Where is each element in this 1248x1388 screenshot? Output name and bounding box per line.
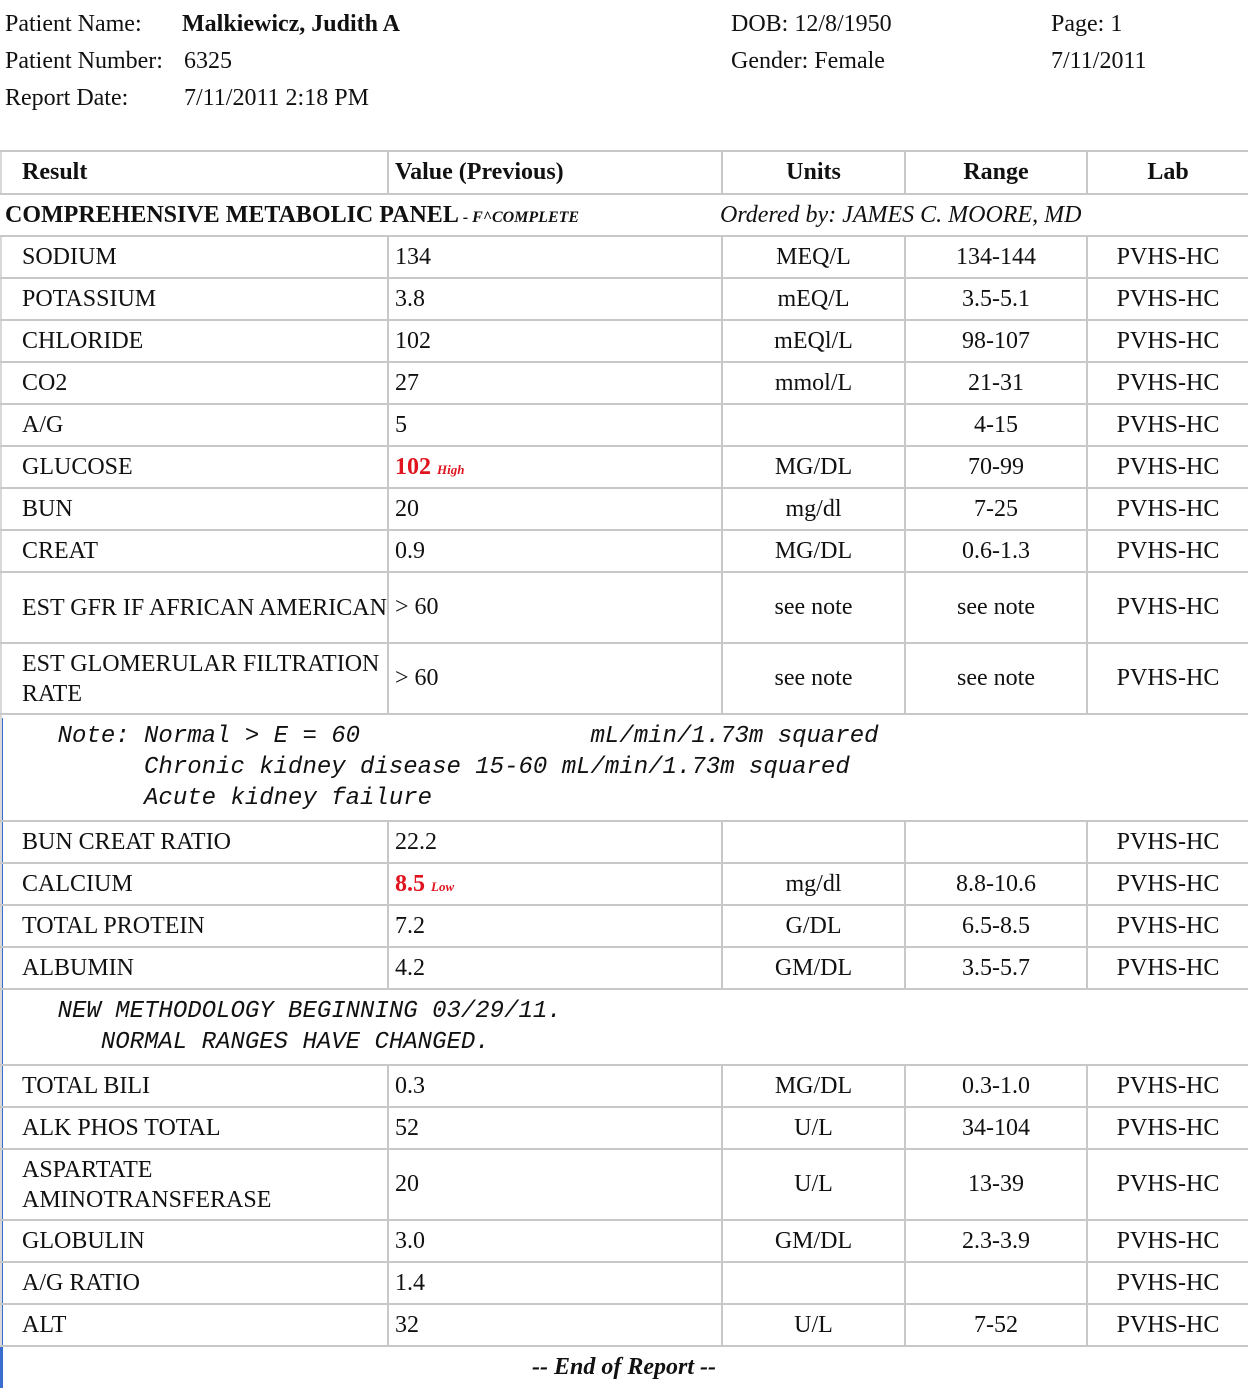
col-result: Result [0, 151, 388, 194]
value-text: 8.5 [395, 870, 425, 897]
results-table [0, 150, 1248, 1347]
result-name: GLOBULIN [0, 1220, 388, 1262]
result-name: EST GLOMERULAR FILTRATION RATE [0, 643, 388, 714]
result-range: 0.3-1.0 [905, 1065, 1087, 1107]
table-row [0, 643, 1248, 714]
result-value [388, 1304, 722, 1346]
report-date-label: Report Date: [5, 85, 129, 111]
result-lab: PVHS-HC [1087, 821, 1248, 863]
result-value [388, 320, 722, 362]
result-lab: PVHS-HC [1087, 278, 1248, 320]
table-row [0, 905, 1248, 947]
result-name: CALCIUM [0, 863, 388, 905]
report-header [0, 0, 1248, 150]
table-row [0, 572, 1248, 643]
result-range: 3.5-5.1 [905, 278, 1087, 320]
result-value [388, 1262, 722, 1304]
result-range: 6.5-8.5 [905, 905, 1087, 947]
value-text: 52 [395, 1114, 419, 1141]
value-text: 27 [395, 369, 419, 396]
value-text: 102 [395, 327, 431, 354]
result-value [388, 530, 722, 572]
result-lab: PVHS-HC [1087, 863, 1248, 905]
result-name: GLUCOSE [0, 446, 388, 488]
value-text: 102 [395, 453, 431, 480]
result-value [388, 362, 722, 404]
result-units [722, 1262, 905, 1304]
result-lab: PVHS-HC [1087, 643, 1248, 714]
value-text: 3.8 [395, 285, 425, 312]
result-lab: PVHS-HC [1087, 1262, 1248, 1304]
table-row [0, 1065, 1248, 1107]
result-value [388, 905, 722, 947]
result-name: A/G RATIO [0, 1262, 388, 1304]
result-name: TOTAL PROTEIN [0, 905, 388, 947]
result-units: GM/DL [722, 947, 905, 989]
result-range: 2.3-3.9 [905, 1220, 1087, 1262]
table-row [0, 446, 1248, 488]
result-name: BUN [0, 488, 388, 530]
result-name: SODIUM [0, 236, 388, 278]
result-lab: PVHS-HC [1087, 572, 1248, 643]
value-text: 3.0 [395, 1227, 425, 1254]
result-lab: PVHS-HC [1087, 1149, 1248, 1220]
col-units: Units [722, 151, 905, 194]
result-range: 98-107 [905, 320, 1087, 362]
result-lab: PVHS-HC [1087, 404, 1248, 446]
table-row [0, 1262, 1248, 1304]
dob: DOB: 12/8/1950 [731, 11, 892, 37]
result-range [905, 1262, 1087, 1304]
result-range: 34-104 [905, 1107, 1087, 1149]
result-range: 134-144 [905, 236, 1087, 278]
result-lab: PVHS-HC [1087, 1107, 1248, 1149]
result-value [388, 236, 722, 278]
gfr-note-text: Note: Normal > E = 60 mL/min/1.73m squared Chronic kidney disease 15-60 mL/min/1.73m squared Acute kidney failure [0, 714, 1248, 821]
result-units: see note [722, 643, 905, 714]
methodology-note [0, 989, 1248, 1065]
result-lab: PVHS-HC [1087, 362, 1248, 404]
result-lab: PVHS-HC [1087, 488, 1248, 530]
result-lab: PVHS-HC [1087, 236, 1248, 278]
result-value [388, 404, 722, 446]
methodology-note-text: NEW METHODOLOGY BEGINNING 03/29/11. NORMAL RANGES HAVE CHANGED. [0, 989, 1248, 1065]
result-value [388, 1107, 722, 1149]
result-name: BUN CREAT RATIO [0, 821, 388, 863]
result-units [722, 821, 905, 863]
result-units: MG/DL [722, 530, 905, 572]
value-text: 1.4 [395, 1269, 425, 1296]
result-name: CREAT [0, 530, 388, 572]
value-text: 0.9 [395, 537, 425, 564]
col-lab: Lab [1087, 151, 1248, 194]
result-lab: PVHS-HC [1087, 530, 1248, 572]
column-header-row [0, 151, 1248, 194]
value-text: 20 [395, 495, 419, 522]
table-row [0, 320, 1248, 362]
table-row [0, 947, 1248, 989]
result-name: ALBUMIN [0, 947, 388, 989]
result-units: U/L [722, 1107, 905, 1149]
table-row [0, 488, 1248, 530]
patient-number: 6325 [184, 48, 232, 74]
result-units: MEQ/L [722, 236, 905, 278]
result-units: MG/DL [722, 446, 905, 488]
result-range: 70-99 [905, 446, 1087, 488]
value-text: 0.3 [395, 1072, 425, 1099]
result-lab: PVHS-HC [1087, 947, 1248, 989]
table-row [0, 1304, 1248, 1346]
result-lab: PVHS-HC [1087, 1220, 1248, 1262]
result-units: mg/dl [722, 863, 905, 905]
result-name: POTASSIUM [0, 278, 388, 320]
result-units: U/L [722, 1304, 905, 1346]
result-range [905, 821, 1087, 863]
value-text: 20 [395, 1171, 419, 1197]
result-units: U/L [722, 1149, 905, 1220]
page-number: Page: 1 [1051, 11, 1123, 37]
result-value [388, 1065, 722, 1107]
gfr-note [0, 714, 1248, 821]
result-value [388, 1220, 722, 1262]
patient-number-label: Patient Number: [5, 48, 163, 74]
table-row [0, 863, 1248, 905]
result-range: see note [905, 643, 1087, 714]
result-range: 13-39 [905, 1149, 1087, 1220]
result-range: 21-31 [905, 362, 1087, 404]
table-row [0, 236, 1248, 278]
result-range: 8.8-10.6 [905, 863, 1087, 905]
result-name: ALT [0, 1304, 388, 1346]
table-row [0, 1149, 1248, 1220]
end-of-report: -- End of Report -- [532, 1354, 716, 1380]
gender: Gender: Female [731, 48, 885, 74]
result-name: TOTAL BILI [0, 1065, 388, 1107]
result-value [388, 821, 722, 863]
patient-name-label: Patient Name: [5, 11, 142, 37]
patient-name: Malkiewicz, Judith A [182, 11, 401, 37]
result-range: 4-15 [905, 404, 1087, 446]
value-text: 32 [395, 1311, 419, 1338]
abnormal-flag: Low [431, 878, 455, 894]
result-units: mEQl/L [722, 320, 905, 362]
result-name: EST GFR IF AFRICAN AMERICAN [0, 572, 388, 643]
table-row [0, 404, 1248, 446]
table-row [0, 278, 1248, 320]
result-value [388, 863, 722, 905]
report-date: 7/11/2011 2:18 PM [184, 85, 369, 111]
panel-sub: - F^COMPLETE [458, 208, 580, 226]
result-range: 0.6-1.3 [905, 530, 1087, 572]
result-lab: PVHS-HC [1087, 905, 1248, 947]
result-lab: PVHS-HC [1087, 320, 1248, 362]
result-range: see note [905, 572, 1087, 643]
result-units: MG/DL [722, 1065, 905, 1107]
result-units: GM/DL [722, 1220, 905, 1262]
result-value [388, 446, 722, 488]
result-units: G/DL [722, 905, 905, 947]
table-row [0, 821, 1248, 863]
value-text: 5 [395, 411, 407, 438]
table-row [0, 362, 1248, 404]
page-date: 7/11/2011 [1051, 48, 1147, 74]
result-units: mg/dl [722, 488, 905, 530]
result-value [388, 643, 722, 714]
ordered-by: Ordered by: JAMES C. MOORE, MD [720, 201, 1082, 228]
col-range: Range [905, 151, 1087, 194]
value-text: > 60 [395, 665, 439, 691]
result-units: see note [722, 572, 905, 643]
result-lab: PVHS-HC [1087, 1065, 1248, 1107]
result-range: 7-52 [905, 1304, 1087, 1346]
result-units: mmol/L [722, 362, 905, 404]
result-units [722, 404, 905, 446]
abnormal-flag: High [437, 461, 465, 477]
result-value [388, 1149, 722, 1220]
value-text: 4.2 [395, 954, 425, 981]
result-units: mEQ/L [722, 278, 905, 320]
value-text: > 60 [395, 594, 439, 620]
result-lab: PVHS-HC [1087, 1304, 1248, 1346]
result-value [388, 278, 722, 320]
result-name: CHLORIDE [0, 320, 388, 362]
panel-name: COMPREHENSIVE METABOLIC PANEL [5, 201, 459, 228]
col-value: Value (Previous) [388, 151, 722, 194]
result-name: A/G [0, 404, 388, 446]
result-value [388, 947, 722, 989]
result-name: ALK PHOS TOTAL [0, 1107, 388, 1149]
value-text: 22.2 [395, 828, 437, 855]
table-row [0, 1220, 1248, 1262]
result-value [388, 572, 722, 643]
table-row [0, 530, 1248, 572]
value-text: 134 [395, 243, 431, 270]
value-text: 7.2 [395, 912, 425, 939]
result-value [388, 488, 722, 530]
result-name: ASPARTATE AMINOTRANSFERASE [0, 1149, 388, 1220]
table-row [0, 1107, 1248, 1149]
panel-header-row [0, 194, 1248, 236]
result-range: 7-25 [905, 488, 1087, 530]
result-name: CO2 [0, 362, 388, 404]
result-range: 3.5-5.7 [905, 947, 1087, 989]
result-lab: PVHS-HC [1087, 446, 1248, 488]
